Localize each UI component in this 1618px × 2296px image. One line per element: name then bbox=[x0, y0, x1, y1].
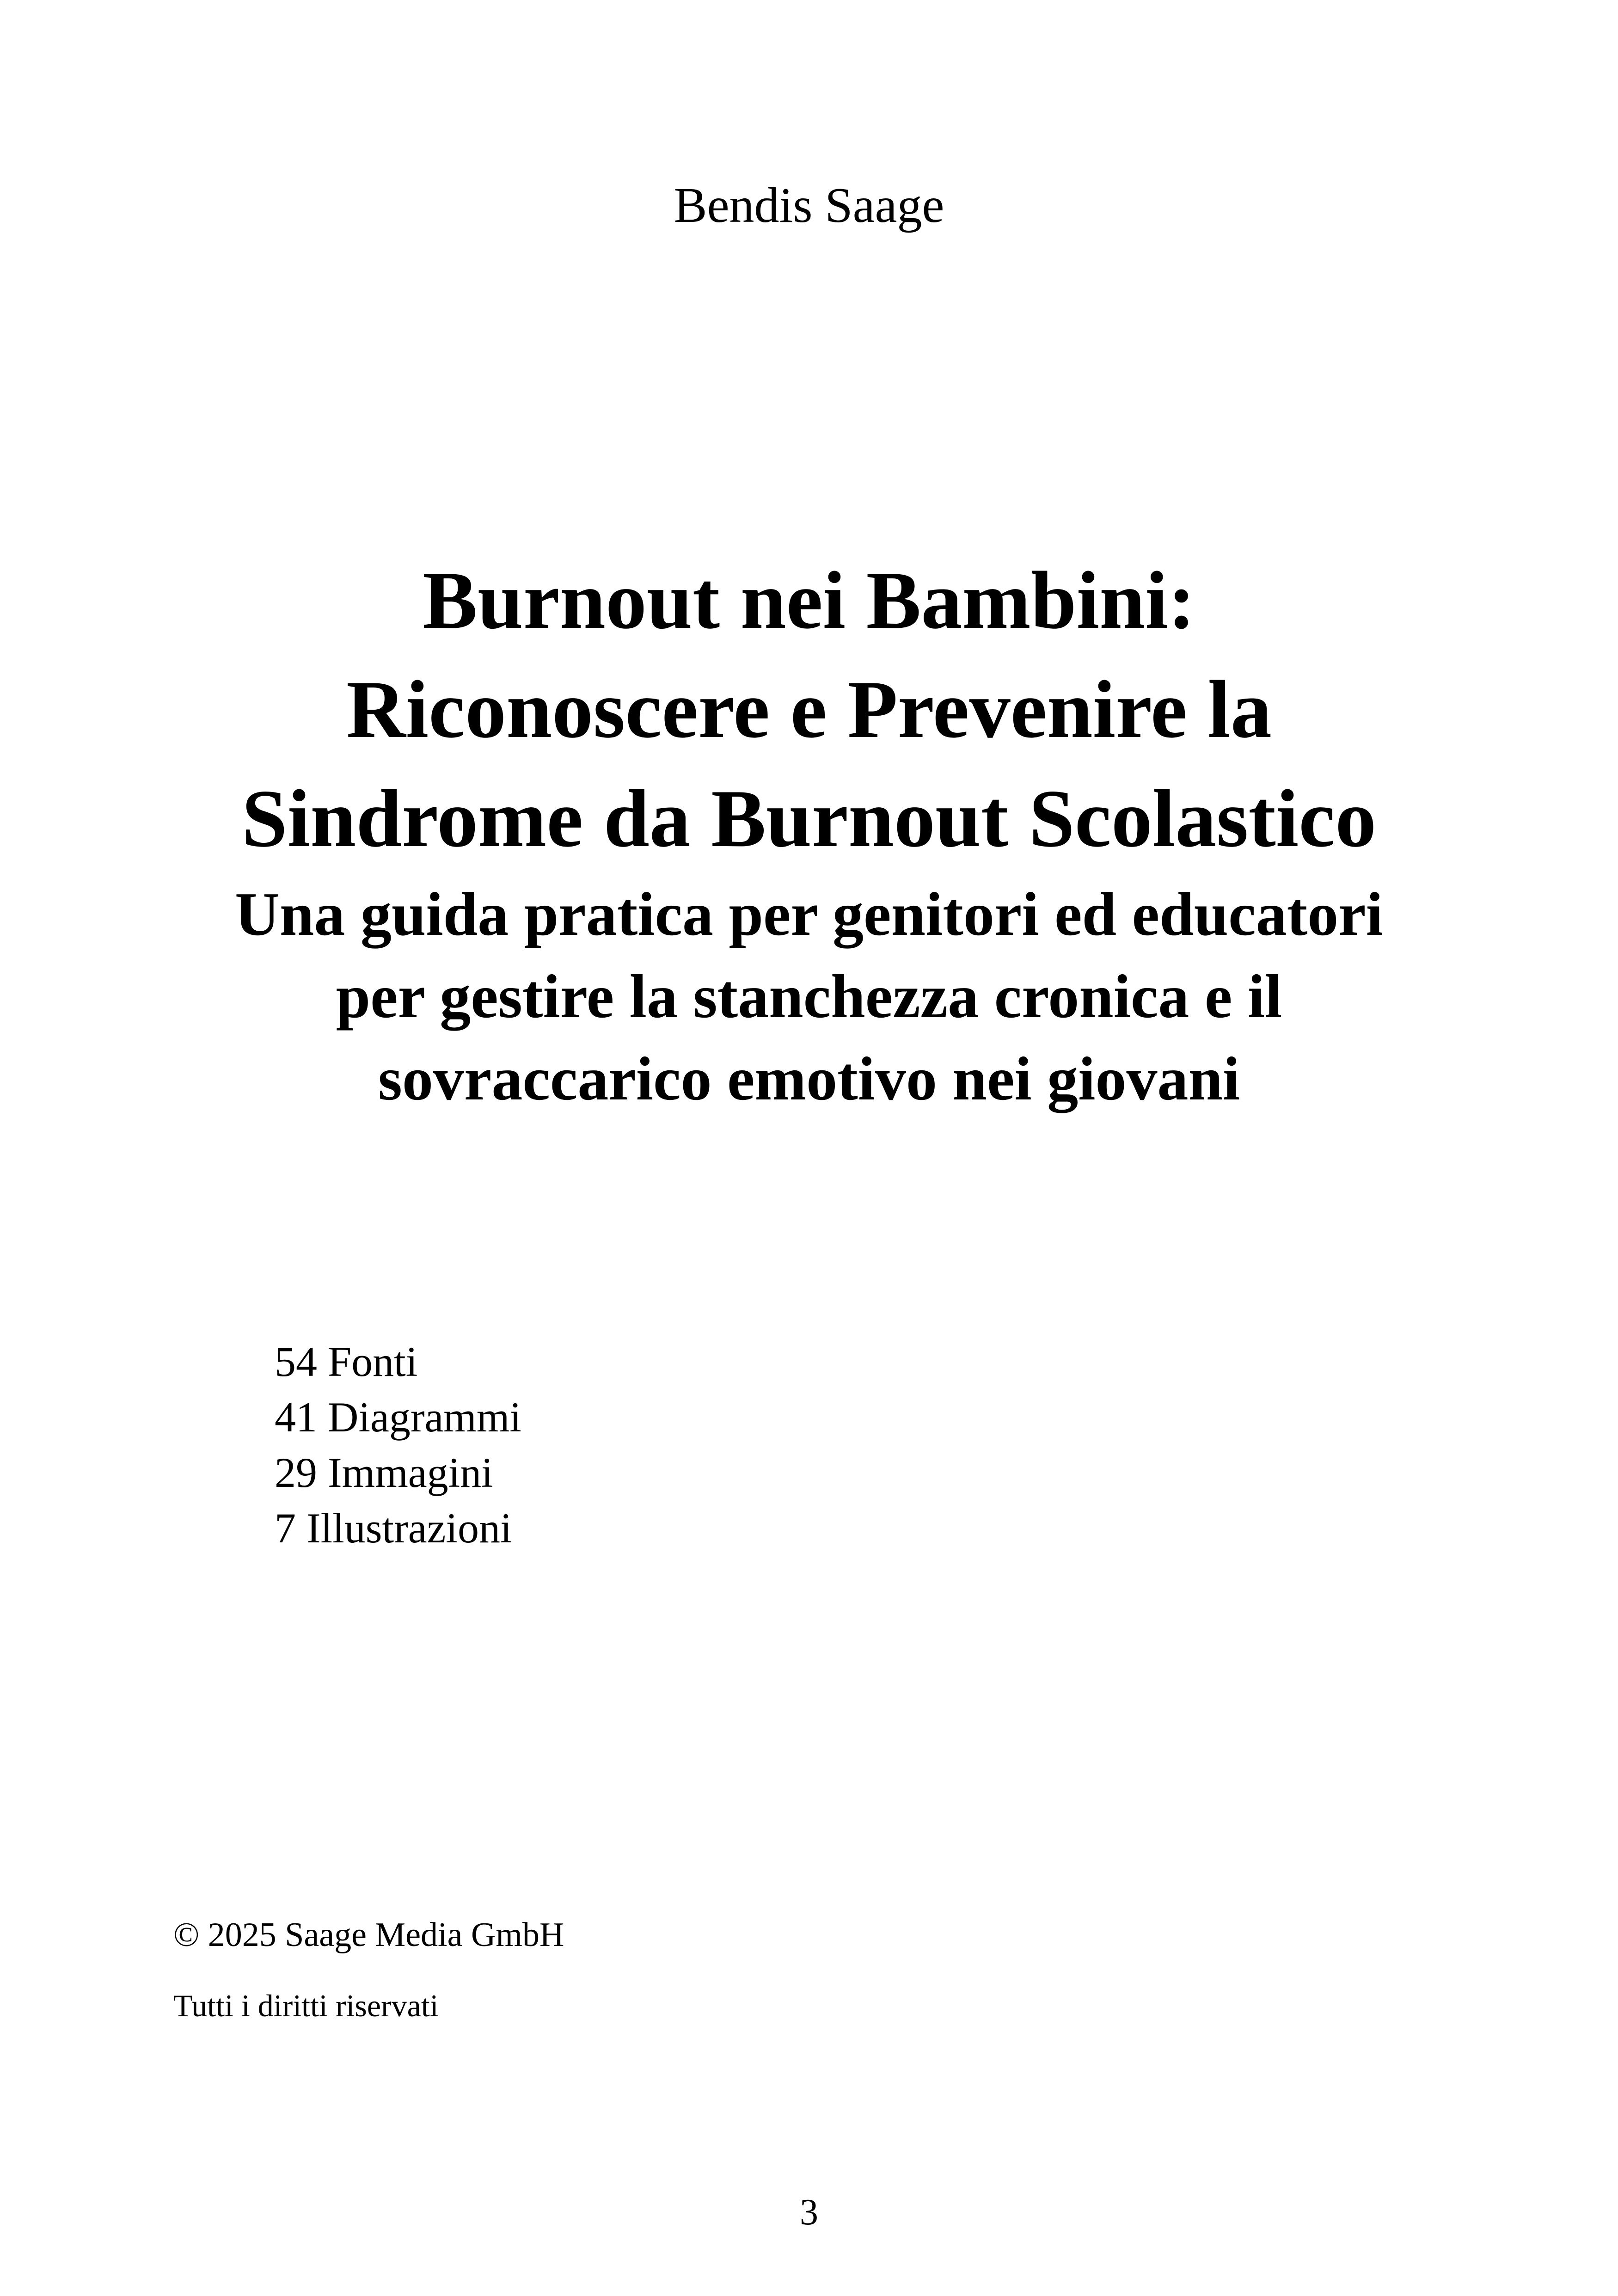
title-line-3: Sindrome da Burnout Scolastico bbox=[241, 773, 1377, 864]
stat-illustrations: 7 Illustrazioni bbox=[275, 1504, 512, 1552]
subtitle-line-1: Una guida pratica per genitori ed educatori bbox=[235, 880, 1383, 948]
subtitle-line-2: per gestire la stanchezza cronica e il bbox=[336, 962, 1282, 1031]
page-number: 3 bbox=[800, 2192, 818, 2233]
rights-notice: Tutti i diritti riservati bbox=[173, 1988, 439, 2023]
title-line-1: Burnout nei Bambini: bbox=[423, 554, 1195, 646]
stat-sources: 54 Fonti bbox=[275, 1338, 418, 1385]
stat-images: 29 Immagini bbox=[275, 1449, 493, 1496]
stat-diagrams: 41 Diagrammi bbox=[275, 1394, 521, 1441]
copyright-notice: © 2025 Saage Media GmbH bbox=[173, 1916, 564, 1954]
title-line-2: Riconoscere e Prevenire la bbox=[346, 663, 1272, 755]
book-title-block bbox=[0, 546, 1618, 1120]
author-name: Bendis Saage bbox=[674, 178, 944, 233]
subtitle-line-3: sovraccarico emotivo nei giovani bbox=[378, 1044, 1240, 1113]
content-stats-list bbox=[275, 1334, 521, 1556]
